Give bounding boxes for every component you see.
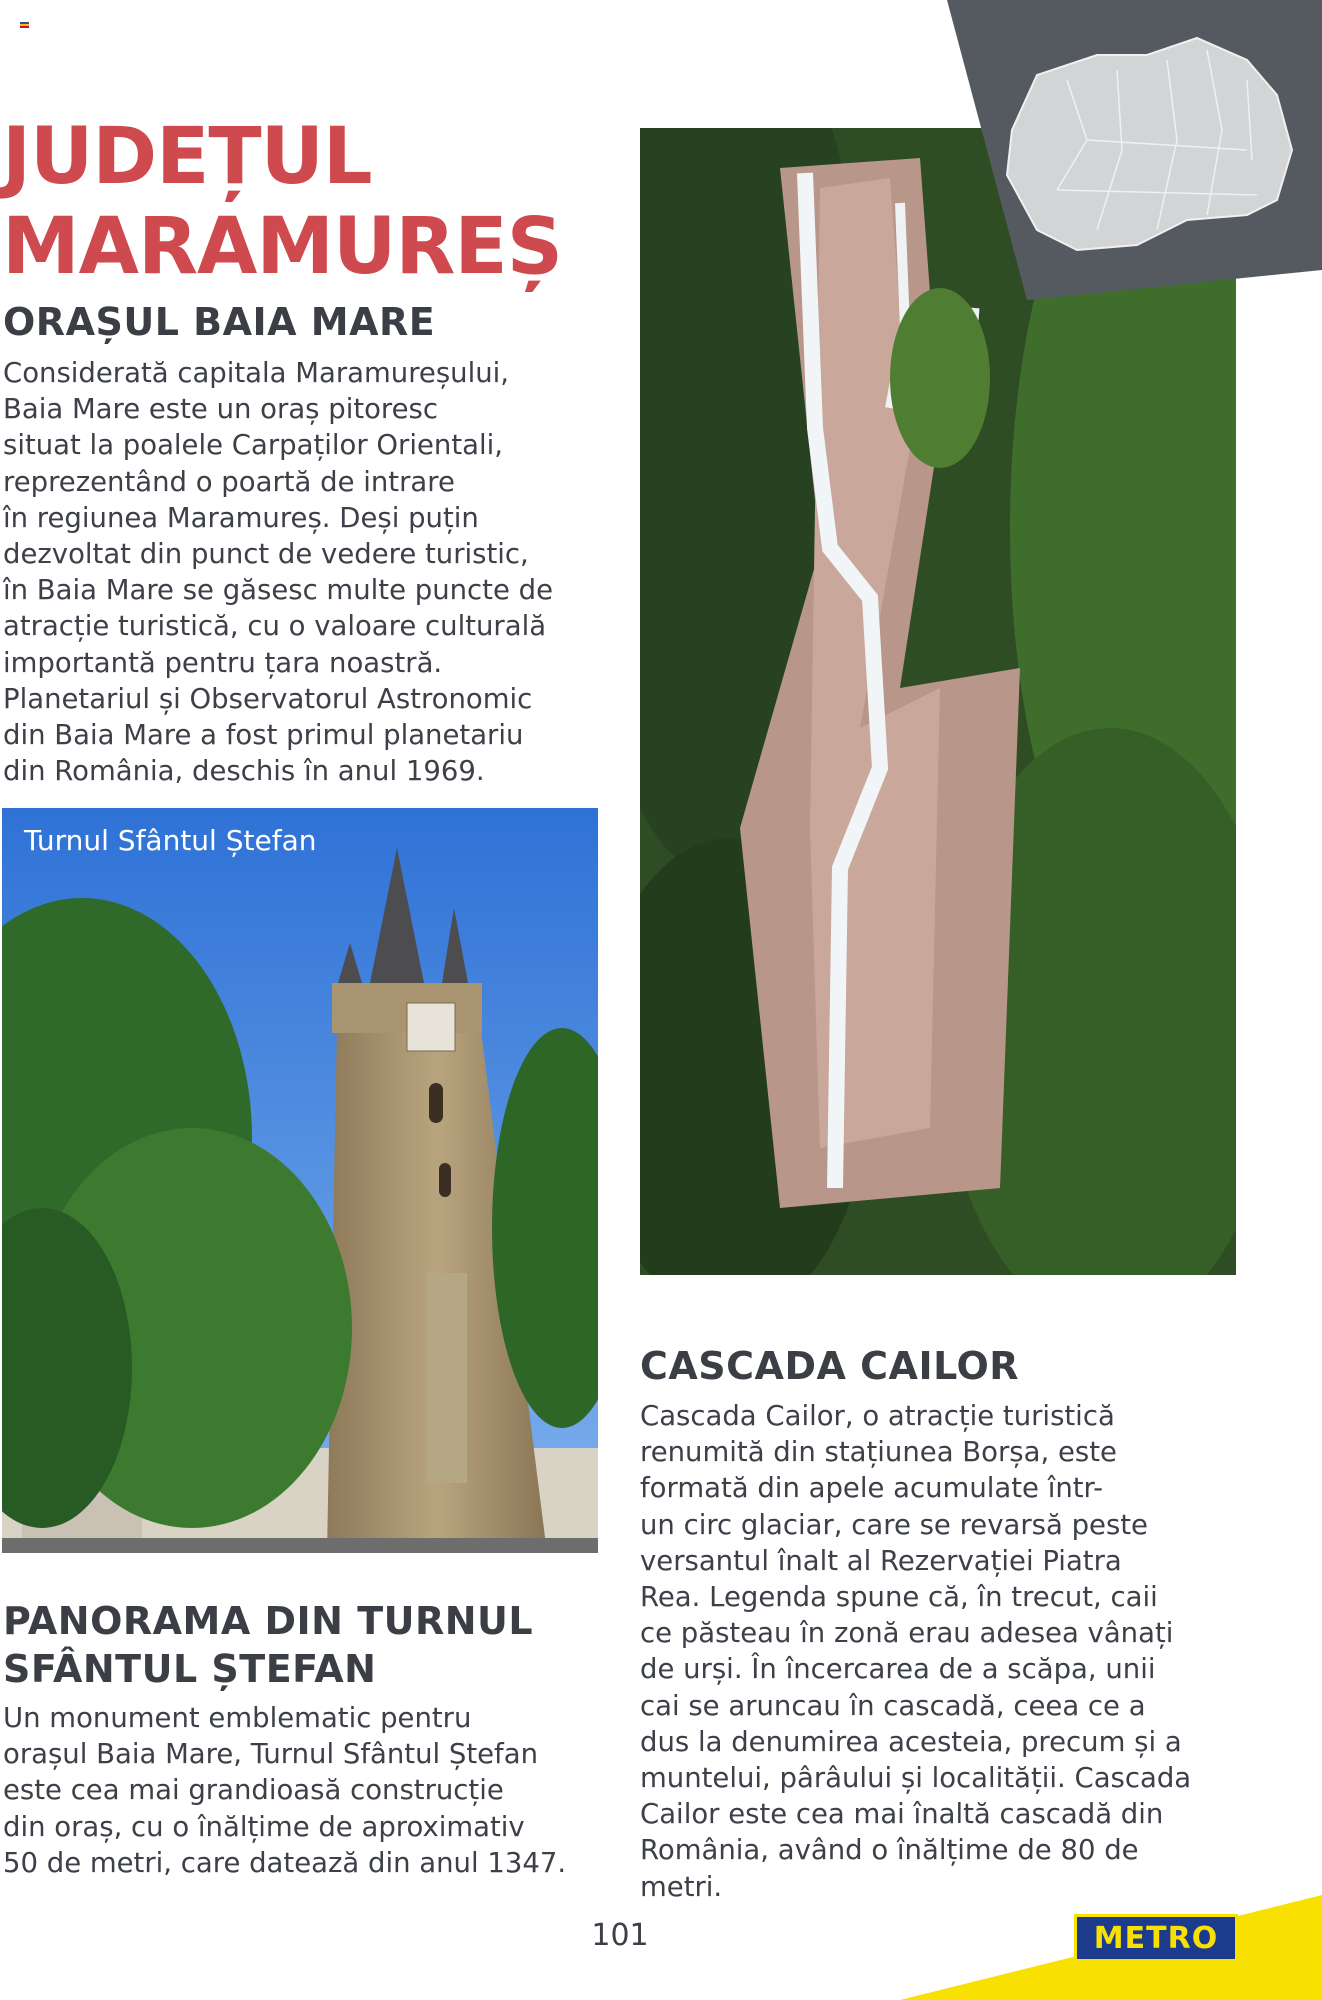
waterfall-photo [640,128,1236,1275]
county-title-line2: MARAMUREȘ [2,202,562,292]
county-title-line1: JUDEȚUL [2,112,372,202]
panorama-text: Un monument emblematic pentru orașul Baia Mare, Turnul Sfântul Ștefan este cea mai grandioasă construcție din oraș, cu o înălțime de aproximativ 50 de metri, care datează din anul 1347. [3,1702,567,1879]
baia-mare-heading: ORAȘUL BAIA MARE [3,300,436,344]
county-title [2,112,642,292]
cascada-text: Cascada Cailor, o atracție turistică renumită din stațiunea Borșa, este formată din apele acumulate într- un circ glaciar, care se revarsă peste versantul înalt al Rezervației Piatra Rea. Legenda spune că, în trecut, caii ce păsteau în zonă erau adesea vânați de urși. În încercarea de a scăpa, unii cai se aruncau în cascadă, ceea ce a dus la denumirea acesteia, precum și a muntelui, pârâului și localității. Cascada Cailor este cea mai înaltă cascadă din România, având o înălțime de 80 de metri. [640,1400,1192,1903]
metro-logo: METRO [1074,1914,1238,1962]
panorama-heading-line2: SFÂNTUL ȘTEFAN [3,1647,377,1691]
romania-map-icon [947,0,1322,300]
waterfall-illustration [640,128,1236,1275]
romania-flag-icon [20,22,29,28]
page-number: 101 [591,1918,649,1953]
tower-photo [2,808,598,1553]
baia-mare-text: Considerată capitala Maramureșului, Baia Mare este un oraș pitoresc situat la poalele Carpaților Orientali, reprezentând o poartă de intrare în regiunea Maramureș. Deși puțin dezvoltat din punct de vedere turistic, în Baia Mare se găsesc multe puncte de atracție turistică, cu o valoare culturală importantă pentru țara noastră. Planetariul și Observatorul Astronomic din Baia Mare a fost primul planetariu din România, deschis în anul 1969. [3,357,553,788]
panorama-heading [3,1597,623,1693]
romania-map-panel [947,0,1322,300]
tower-illustration [2,808,598,1553]
tower-photo-caption: Turnul Sfântul Ștefan [24,824,317,857]
cascada-heading: CASCADA CAILOR [640,1344,1020,1388]
panorama-heading-line1: PANORAMA DIN TURNUL [3,1599,534,1643]
